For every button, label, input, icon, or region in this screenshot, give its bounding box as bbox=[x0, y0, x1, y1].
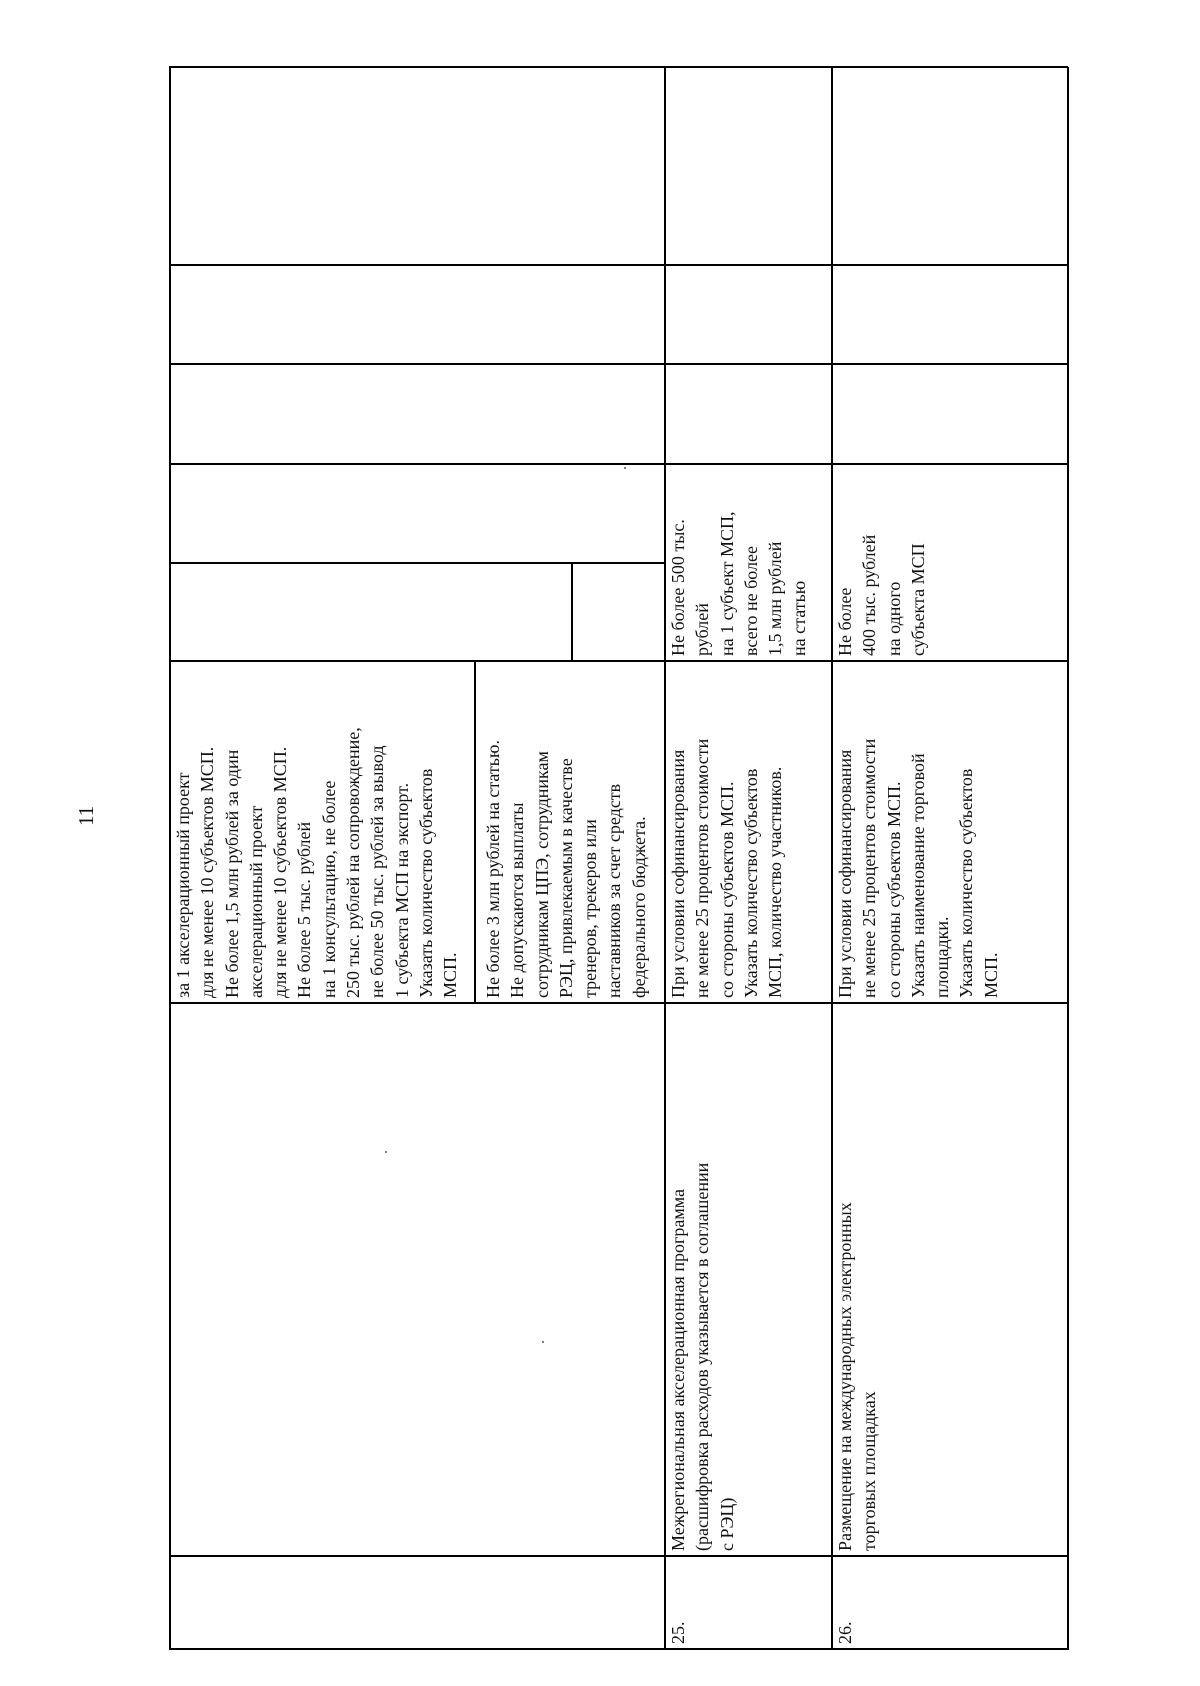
text-line: При условии софинансирования bbox=[668, 749, 688, 998]
text-line: наставников за счет средств bbox=[604, 783, 625, 998]
empty-cell bbox=[664, 67, 831, 266]
empty-cell bbox=[664, 365, 831, 465]
budget-table bbox=[169, 67, 1068, 1650]
text-line: на одного bbox=[883, 581, 904, 656]
text-line: за 1 акселерационный проект bbox=[173, 772, 193, 998]
conditions-text bbox=[666, 665, 787, 998]
text-line: с РЭЦ) bbox=[716, 1497, 737, 1551]
limit-text bbox=[833, 468, 930, 656]
empty-cell bbox=[831, 67, 1068, 266]
text-line: 400 тыс. рублей bbox=[859, 534, 880, 656]
limit-cell bbox=[169, 564, 664, 662]
table-border bbox=[169, 67, 1068, 69]
text-line: Не более 5 тыс. рублей bbox=[294, 821, 315, 998]
limit-text bbox=[666, 468, 812, 656]
table-border bbox=[1067, 67, 1069, 1650]
empty-cell bbox=[169, 266, 664, 365]
empty-cell bbox=[664, 266, 831, 365]
scan-speck bbox=[624, 467, 626, 469]
conditions-cell bbox=[664, 662, 831, 1004]
cell-divider bbox=[571, 564, 573, 662]
expense-name bbox=[833, 1007, 882, 1551]
row-divider bbox=[831, 67, 833, 1650]
text-line: Не более bbox=[835, 587, 855, 656]
empty-cell bbox=[169, 465, 664, 564]
row-number: 26. bbox=[835, 1621, 855, 1644]
column-divider bbox=[169, 563, 664, 565]
table-row bbox=[169, 67, 664, 1650]
column-divider bbox=[169, 265, 1068, 267]
text-line: на статью bbox=[789, 580, 810, 656]
text-line: Не более 1,5 млн рублей за один bbox=[221, 749, 242, 998]
text-line: для не менее 10 субъектов МСП. bbox=[270, 746, 291, 998]
text-line: площадки. bbox=[932, 916, 953, 998]
text-line: торговых площадках bbox=[859, 1391, 880, 1551]
expense-name-cell bbox=[169, 1004, 664, 1557]
limit-cell bbox=[831, 465, 1068, 662]
table-row bbox=[664, 67, 831, 1650]
expense-name-cell bbox=[664, 1004, 831, 1557]
text-line: федерального бюджета. bbox=[628, 816, 649, 998]
text-line: Не более 3 млн рублей на статью. bbox=[483, 740, 503, 998]
column-divider bbox=[169, 1003, 1068, 1005]
text-line: не менее 25 процентов стоимости bbox=[692, 738, 713, 998]
table-row bbox=[831, 67, 1068, 1650]
text-line: со стороны субъектов МСП. bbox=[883, 781, 904, 998]
text-line: со стороны субъектов МСП. bbox=[716, 781, 737, 998]
scan-speck bbox=[542, 1341, 544, 1343]
text-line: 1,5 млн рублей bbox=[765, 541, 786, 656]
table-border bbox=[169, 67, 171, 1650]
text-line: сотрудникам ЦПЭ, сотрудникам bbox=[531, 751, 552, 998]
text-line: (расшифровка расходов указывается в соглашении bbox=[692, 1162, 713, 1551]
text-line: на 1 субъект МСП, bbox=[716, 511, 737, 656]
conditions-block-2 bbox=[481, 665, 651, 998]
text-line: для не менее 10 субъектов МСП. bbox=[197, 746, 218, 998]
text-line: Межрегиональная акселерационная программа bbox=[668, 1189, 688, 1551]
scan-speck bbox=[385, 1151, 387, 1153]
text-line: акселерационный проект bbox=[245, 805, 266, 998]
column-divider bbox=[169, 364, 1068, 366]
empty-cell bbox=[169, 365, 664, 465]
text-line: МСП. bbox=[980, 952, 1001, 998]
text-line: Не более 500 тыс. bbox=[668, 519, 688, 656]
text-line: Указать количество субъектов bbox=[956, 768, 977, 998]
text-line: 1 субъекта МСП на экспорт. bbox=[391, 782, 412, 998]
text-line: на 1 консультацию, не более bbox=[318, 780, 339, 998]
empty-cell bbox=[831, 365, 1068, 465]
text-line: Не допускаются выплаты bbox=[507, 802, 528, 998]
conditions-text bbox=[833, 665, 1003, 998]
empty-cell bbox=[831, 266, 1068, 365]
row-number-cell bbox=[169, 1557, 664, 1650]
text-line: не более 50 тыс. рублей за вывод bbox=[367, 745, 388, 998]
text-line: Размещение на международных электронных bbox=[835, 1202, 855, 1551]
column-divider bbox=[169, 464, 1068, 466]
cell-divider bbox=[474, 662, 476, 1004]
expense-name-cell bbox=[831, 1004, 1068, 1557]
text-line: Указать количество субъектов bbox=[415, 768, 436, 998]
table-border bbox=[169, 1649, 1068, 1651]
column-divider bbox=[169, 1556, 1068, 1558]
text-line: Указать наименование торговой bbox=[907, 753, 928, 998]
expense-name bbox=[666, 1007, 739, 1551]
row-divider bbox=[664, 67, 666, 1650]
text-line: тренеров, трекеров или bbox=[580, 819, 601, 998]
text-line: РЭЦ, привлекаемым в качестве bbox=[555, 758, 576, 998]
text-line: рублей bbox=[692, 603, 713, 656]
text-line: При условии софинансирования bbox=[835, 749, 855, 998]
empty-cell bbox=[169, 67, 664, 266]
text-line: МСП, количество участников. bbox=[765, 766, 786, 998]
text-line: всего не более bbox=[740, 545, 761, 656]
limit-cell bbox=[664, 465, 831, 662]
text-line: субъекта МСП bbox=[907, 543, 928, 656]
column-divider bbox=[169, 661, 1068, 663]
text-line: 250 тыс. рублей на сопровождение, bbox=[343, 727, 364, 998]
conditions-cell bbox=[169, 662, 664, 1004]
conditions-cell bbox=[831, 662, 1068, 1004]
row-number-cell bbox=[831, 1557, 1068, 1650]
row-number-cell bbox=[664, 1557, 831, 1650]
text-line: не менее 25 процентов стоимости bbox=[859, 738, 880, 998]
text-line: Указать количество субъектов bbox=[740, 768, 761, 998]
page-number: 11 bbox=[74, 805, 98, 826]
conditions-block-1 bbox=[171, 665, 463, 998]
row-number: 25. bbox=[668, 1621, 688, 1644]
text-line: МСП. bbox=[440, 952, 461, 998]
